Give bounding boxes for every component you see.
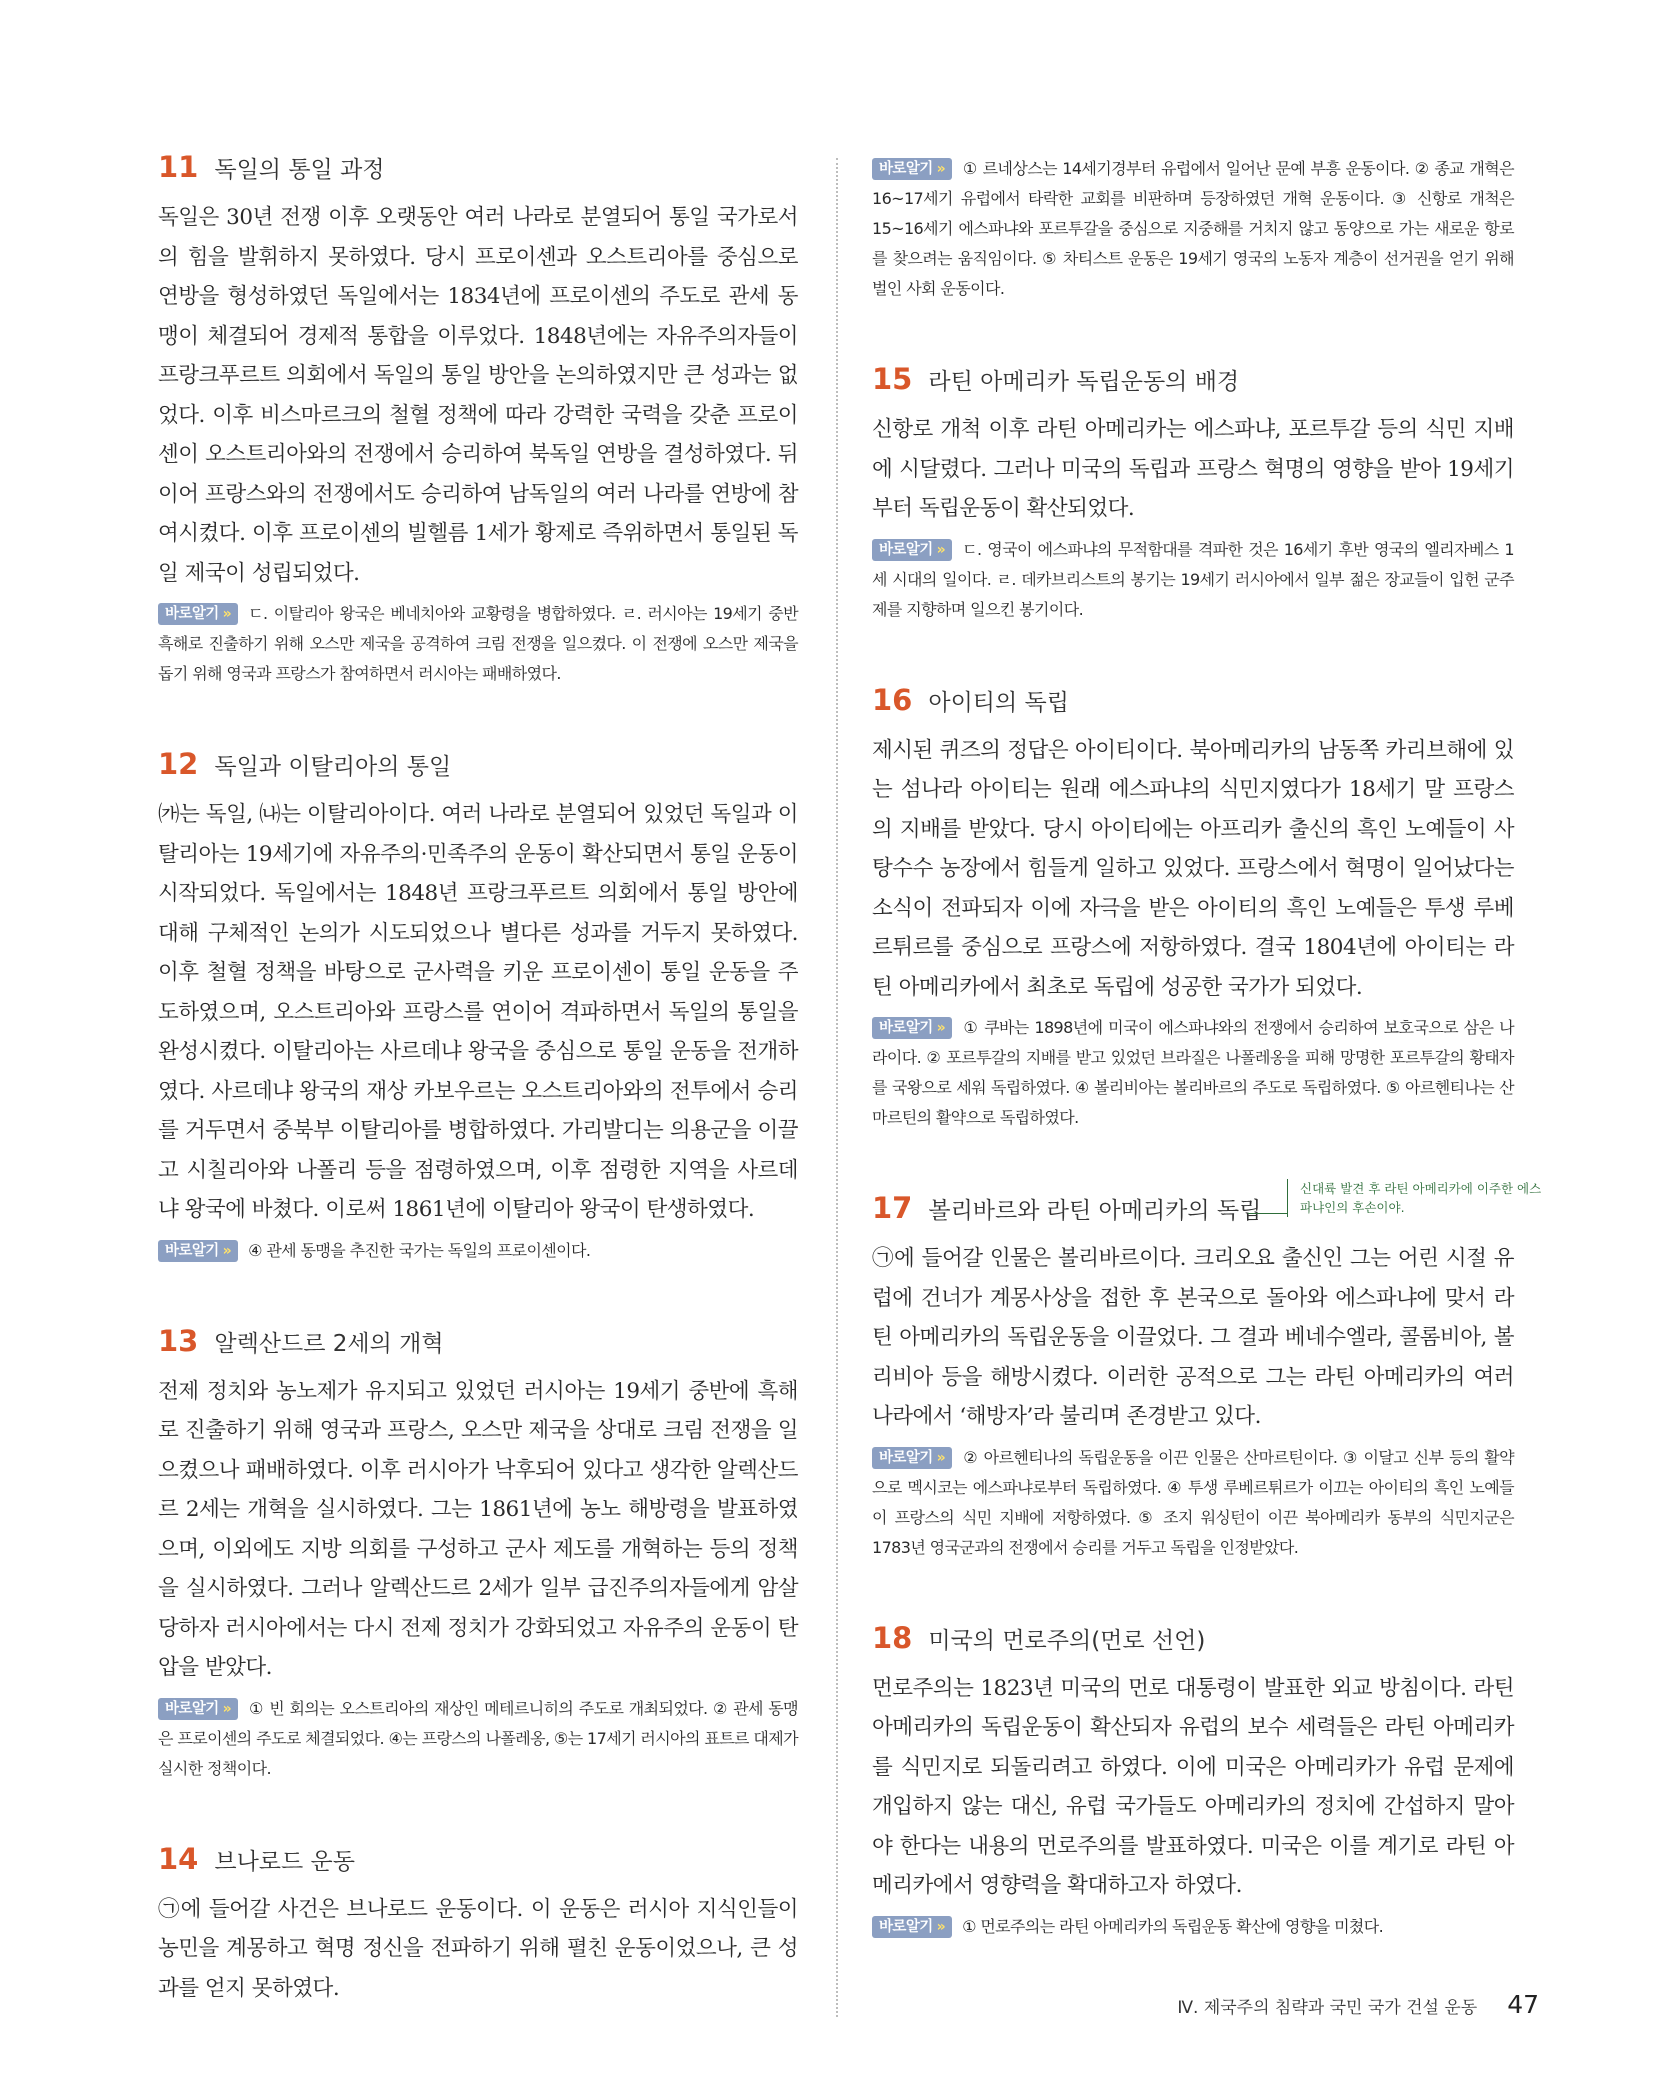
hint-text: ① 쿠바는 1898년에 미국이 에스파냐와의 전쟁에서 승리하여 보호국으로 삼은 나라이다. ② 포르투갈의 지배를 받고 있었던 브라질은 나폴레옹을 피해 망명한 포르투갈의 황태자를 국왕으로 세워 독립하였다. ④ 볼리비아는 볼리바르의 주도로 독립하였다. ⑤ 아르헨티나는 산마르틴의 활약으로 독립하였다. bbox=[872, 1018, 1514, 1127]
chapter-title: Ⅳ. 제국주의 침략과 국민 국가 건설 운동 bbox=[1177, 1998, 1478, 2018]
hint-box bbox=[872, 1443, 1514, 1563]
hint-box bbox=[158, 1236, 798, 1266]
section-number: 17 bbox=[872, 1191, 913, 1225]
double-chevron-icon: » bbox=[936, 161, 946, 177]
hint-badge: 바로알기 » bbox=[158, 1240, 238, 1262]
double-chevron-icon: » bbox=[222, 1242, 232, 1259]
hint-badge: 바로알기 » bbox=[872, 539, 952, 561]
section-12 bbox=[158, 747, 798, 1266]
section-13 bbox=[158, 1324, 798, 1784]
section-18 bbox=[872, 1621, 1514, 1942]
section-body: ㈎는 독일, ㈏는 이탈리아이다. 여러 나라로 분열되어 있었던 독일과 이탈리아는 19세기에 자유주의·민족주의 운동이 확산되면서 통일 운동이 시작되었다. 독일에서는 1848년 프랑크푸르트 의회에서 통일 방안에 대해 구체적인 논의가 시도되었으나 별다른 성과를 거두지 못하였다. 이후 철혈 정책을 바탕으로 군사력을 키운 프로이센이 통일 운동을 주도하였으며, 오스트리아와 프랑스를 연이어 격파하면서 독일의 통일을 완성시켰다. 이탈리아는 사르데냐 왕국을 중심으로 통일 운동을 전개하였다. 사르데냐 왕국의 재상 카보우르는 오스트리아와의 전투에서 승리를 거두면서 중북부 이탈리아를 병합하였다. 가리발디는 의용군을 이끌고 시칠리아와 나폴리 등을 점령하였으며, 이후 점령한 지역을 사르데냐 왕국에 바쳤다. 이로써 1861년에 이탈리아 왕국이 탄생하였다. bbox=[158, 802, 798, 1222]
section-title: 아이티의 독립 bbox=[928, 689, 1069, 716]
hint-text: ④ 관세 동맹을 추진한 국가는 독일의 프로이센이다. bbox=[248, 1240, 591, 1260]
section-14 bbox=[158, 1842, 798, 2009]
section-title: 알렉산드르 2세의 개혁 bbox=[214, 1330, 444, 1357]
section-16 bbox=[872, 683, 1514, 1134]
hint-badge: 바로알기 » bbox=[158, 1698, 238, 1720]
hint-box bbox=[872, 1912, 1514, 1942]
double-chevron-icon: » bbox=[222, 1700, 232, 1717]
section-number: 18 bbox=[872, 1620, 913, 1655]
section-body: 제시된 퀴즈의 정답은 아이티이다. 북아메리카의 남동쪽 카리브해에 있는 섬나라 아이티는 원래 에스파냐의 식민지였다가 18세기 말 프랑스의 지배를 받았다. 당시 아이티에는 아프리카 출신의 흑인 노예들이 사탕수수 농장에서 힘들게 일하고 있었다. 프랑스에서 혁명이 일어났다는 소식이 전파되자 이에 자극을 받은 아이티의 흑인 노예들은 투생 루베르튀르를 중심으로 프랑스에 저항하였다. 결국 1804년에 아이티는 라틴 아메리카에서 최초로 독립에 성공한 국가가 되었다. bbox=[872, 737, 1514, 1000]
section-title: 독일과 이탈리아의 통일 bbox=[214, 754, 452, 780]
section-17 bbox=[872, 1181, 1542, 1563]
hint-box bbox=[158, 599, 798, 689]
section-number: 15 bbox=[872, 362, 913, 396]
hint-box bbox=[158, 1694, 798, 1784]
section-title: 볼리바르와 라틴 아메리카의 독립 bbox=[928, 1198, 1262, 1224]
double-chevron-icon: » bbox=[936, 1449, 946, 1466]
page-footer bbox=[1177, 1990, 1539, 2019]
section-title: 미국의 먼로주의(먼로 선언) bbox=[928, 1627, 1206, 1654]
page-number: 47 bbox=[1507, 1990, 1539, 2019]
section-number: 14 bbox=[158, 1841, 199, 1876]
section-14-continued bbox=[872, 154, 1514, 304]
hint-badge: 바로알기 » bbox=[158, 603, 238, 625]
column-divider bbox=[836, 158, 838, 2017]
section-body: ㉠에 들어갈 사건은 브나로드 운동이다. 이 운동은 러시아 지식인들이 농민을 계몽하고 혁명 정신을 전파하기 위해 펼친 운동이었으나, 큰 성과를 얻지 못하였다. bbox=[158, 1896, 798, 2001]
hint-text: ② 아르헨티나의 독립운동을 이끈 인물은 산마르틴이다. ③ 이달고 신부 등의 활약으로 멕시코는 에스파냐로부터 독립하였다. ④ 투생 루베르튀르가 이끄는 아이티의 흑인 노예들이 프랑스의 식민 지배에 저항하였다. ⑤ 조지 워싱턴이 이끈 북아메리카 동부의 식민지군은 1783년 영국군과의 전쟁에서 승리를 거두고 독립을 인정받았다. bbox=[872, 1447, 1514, 1557]
section-body: 신항로 개척 이후 라틴 아메리카는 에스파냐, 포르투갈 등의 식민 지배에 시달렸다. 그러나 미국의 독립과 프랑스 혁명의 영향을 받아 19세기부터 독립운동이 확산되었다. bbox=[872, 417, 1514, 521]
hint-text: ㄷ. 이탈리아 왕국은 베네치아와 교황령을 병합하였다. ㄹ. 러시아는 19세기 중반 흑해로 진출하기 위해 오스만 제국을 공격하여 크림 전쟁을 일으켰다. 이 전쟁에 오스만 제국을 돕기 위해 영국과 프랑스가 참여하면서 러시아는 패배하였다. bbox=[158, 604, 798, 683]
section-11 bbox=[158, 150, 798, 689]
hint-text: ① 르네상스는 14세기경부터 유럽에서 일어난 문예 부흥 운동이다. ② 종교 개혁은 16~17세기 유럽에서 타락한 교회를 비판하며 등장하였던 개혁 운동이다. ③ 신항로 개척은 15~16세기 에스파냐와 포르투갈을 중심으로 지중해를 거치지 않고 동양으로 가는 새로운 항로를 찾으려는 움직임이다. ⑤ 차티스트 운동은 19세기 영국의 노동자 계층이 선거권을 얻기 위해 벌인 사회 운동이다. bbox=[872, 159, 1514, 298]
section-number: 16 bbox=[872, 682, 913, 717]
section-title: 브나로드 운동 bbox=[214, 1848, 355, 1875]
hint-badge: 바로알기 » bbox=[872, 158, 952, 180]
section-15 bbox=[872, 362, 1514, 625]
hint-badge: 바로알기 » bbox=[872, 1447, 952, 1469]
double-chevron-icon: » bbox=[936, 541, 946, 558]
hint-text: ① 빈 회의는 오스트리아의 재상인 메테르니히의 주도로 개최되었다. ② 관세 동맹은 프로이센의 주도로 체결되었다. ④는 프랑스의 나폴레옹, ⑤는 17세기 러시아의 표트르 대제가 실시한 정책이다. bbox=[158, 1698, 798, 1778]
hint-box bbox=[872, 535, 1514, 625]
section-body: ㉠에 들어갈 인물은 볼리바르이다. 크리오요 출신인 그는 어린 시절 유럽에 건너가 계몽사상을 접한 후 본국으로 돌아와 에스파냐에 맞서 라틴 아메리카의 독립운동을 이끌었다. 그 결과 베네수엘라, 콜롬비아, 볼리비아 등을 해방시켰다. 이러한 공적으로 그는 라틴 아메리카의 여러 나라에서 ‘해방자’라 불리며 존경받고 있다. bbox=[872, 1246, 1514, 1429]
section-number: 12 bbox=[158, 747, 199, 781]
section-body: 전제 정치와 농노제가 유지되고 있었던 러시아는 19세기 중반에 흑해로 진출하기 위해 영국과 프랑스, 오스만 제국을 상대로 크림 전쟁을 일으켰으나 패배하였다. 이후 러시아가 낙후되어 있다고 생각한 알렉산드르 2세는 개혁을 실시하였다. 그는 1861년에 농노 해방령을 발표하였으며, 이외에도 지방 의회를 구성하고 군사 제도를 개혁하는 등의 정책을 실시하였다. 그러나 알렉산드르 2세가 일부 급진주의자들에게 암살당하자 러시아에서는 다시 전제 정치가 강화되었고 자유주의 운동이 탄압을 받았다. bbox=[158, 1378, 798, 1680]
double-chevron-icon: » bbox=[936, 1918, 946, 1935]
section-body: 먼로주의는 1823년 미국의 먼로 대통령이 발표한 외교 방침이다. 라틴 아메리카의 독립운동이 확산되자 유럽의 보수 세력들은 라틴 아메리카를 식민지로 되돌리려고 하였다. 이에 미국은 아메리카가 유럽 문제에 개입하지 않는 대신, 유럽 국가들도 아메리카의 정치에 간섭하지 말아야 한다는 내용의 먼로주의를 발표하였다. 미국은 이를 계기로 라틴 아메리카에서 영향력을 확대하고자 하였다. bbox=[872, 1675, 1514, 1898]
section-title: 독일의 통일 과정 bbox=[214, 157, 385, 183]
hint-text: ① 먼로주의는 라틴 아메리카의 독립운동 확산에 영향을 미쳤다. bbox=[962, 1916, 1384, 1936]
double-chevron-icon: » bbox=[936, 1020, 946, 1036]
left-column bbox=[158, 150, 798, 2066]
section-number: 13 bbox=[158, 1323, 199, 1358]
section-body: 독일은 30년 전쟁 이후 오랫동안 여러 나라로 분열되어 통일 국가로서의 힘을 발휘하지 못하였다. 당시 프로이센과 오스트리아를 중심으로 연방을 형성하였던 독일에서는 1834년에 프로이센의 주도로 관세 동맹이 체결되어 경제적 통합을 이루었다. 1848년에는 자유주의자들이 프랑크푸르트 의회에서 독일의 통일 방안을 논의하였지만 큰 성과는 없었다. 이후 비스마르크의 철혈 정책에 따라 강력한 국력을 갖춘 프로이센이 오스트리아와의 전쟁에서 승리하여 북독일 연방을 결성하였다. 뒤이어 프랑스와의 전쟁에서도 승리하여 남독일의 여러 나라를 연방에 참여시켰다. 이후 프로이센의 빌헬름 1세가 황제로 즉위하면서 통일된 독일 제국이 성립되었다. bbox=[158, 205, 798, 586]
hint-box bbox=[872, 154, 1514, 304]
double-chevron-icon: » bbox=[222, 606, 232, 622]
margin-annotation: 신대륙 발견 후 라틴 아메리카에 이주한 에스파냐인의 후손이야. bbox=[1287, 1179, 1550, 1217]
right-column bbox=[872, 150, 1542, 2000]
hint-box bbox=[872, 1013, 1514, 1133]
section-number: 11 bbox=[158, 150, 199, 184]
hint-text: ㄷ. 영국이 에스파냐의 무적함대를 격파한 것은 16세기 후반 영국의 엘리자베스 1세 시대의 일이다. ㄹ. 데카브리스트의 봉기는 19세기 러시아에서 일부 젊은 장교들이 입헌 군주제를 지향하며 일으킨 봉기이다. bbox=[872, 539, 1514, 619]
section-title: 라틴 아메리카 독립운동의 배경 bbox=[928, 369, 1240, 395]
hint-badge: 바로알기 » bbox=[872, 1017, 952, 1039]
hint-badge: 바로알기 » bbox=[872, 1916, 952, 1938]
